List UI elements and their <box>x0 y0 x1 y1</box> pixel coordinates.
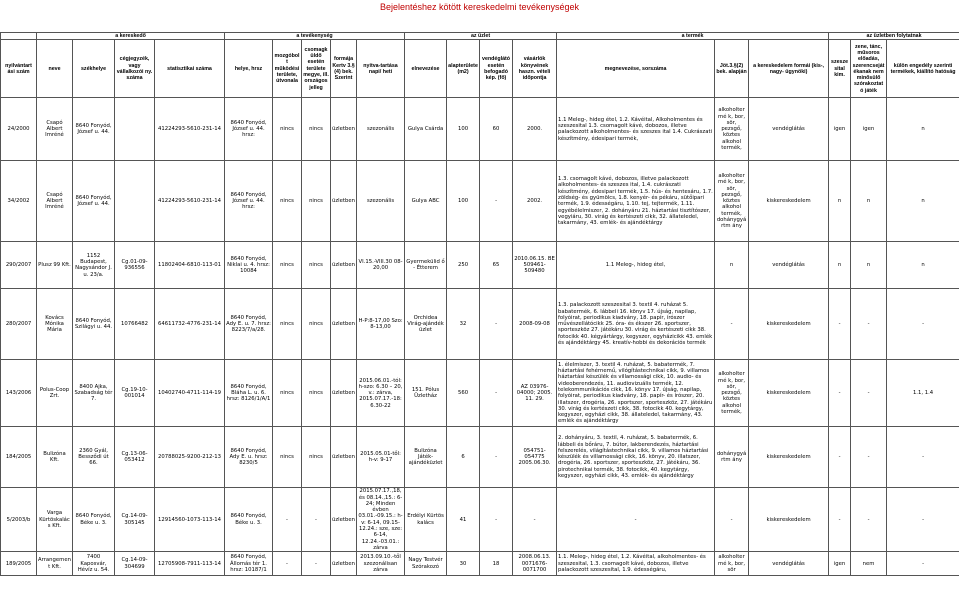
cell-nyitva: VI.15.-VIII.30 08-20,00 <box>357 242 405 289</box>
cell-szekhely: 2360 Gyál, Bessződi út 66. <box>73 427 115 488</box>
cell-stat: 20788025-9200-212-13 <box>155 427 225 488</box>
table-row <box>1 161 959 242</box>
cell-nyilv: 24/2000 <box>1 98 37 161</box>
group-tevekenyseg: a tevékenység <box>225 33 405 40</box>
register-table <box>0 32 959 576</box>
col-csomagkuldo: csomagküldő esetén területe megye, ill. országos jelleg <box>302 40 331 98</box>
cell-kulon: n <box>887 161 959 242</box>
cell-elnev: Gyermekülid ő - Étterem <box>405 242 447 289</box>
group-kereskedo: a kereskedő <box>37 33 225 40</box>
page-title: Bejelentéshez kötött kereskedelmi tevékenységek <box>379 2 580 12</box>
cell-jot: alkoholtermé k, bor, sör, pezsgő, köztes alkohol termék, dohánygyártm ány <box>715 161 749 242</box>
cell-alap: 100 <box>447 161 480 242</box>
cell-stat: 64611732-4776-231-14 <box>155 289 225 360</box>
cell-vend: - <box>480 360 513 427</box>
cell-megnev: 1.3. csomagolt kávé, dobozos, illetve palackozott alkoholmentes- és szeszes ital, 1.4. cukrászati készítmény, édesipari termék, 1.5. hús- és hentesáru, 1.7. zöldség- és gyümölcs, 1.8. kenyér- és pékáru, sütőipari termék, 1.9. édességáru, 1.10. tej, tejtermék, 1.11. egyébélelmiszer, 2. dohányáru 21. háztartási tisztítószer, vegyiáru, 30. virág és kertészeti cikk, 32. állateledel, takarmány, 43. emlék- és ajándéktárgy <box>557 161 715 242</box>
cell-kulon: n <box>887 98 959 161</box>
cell-mozgo: nincs <box>273 360 302 427</box>
cell-formai: kiskereskedelem <box>749 289 829 360</box>
cell-elnev: Gulya Csárda <box>405 98 447 161</box>
cell-vasarlo: 2000. <box>513 98 557 161</box>
cell-csomag: nincs <box>302 427 331 488</box>
cell-vasarlo: 054751-054775 2005.06.30. <box>513 427 557 488</box>
cell-szesz: - <box>829 360 851 427</box>
group-empty <box>1 33 37 40</box>
cell-szesz: n <box>829 161 851 242</box>
cell-neve: Plusz 99 Kft. <box>37 242 73 289</box>
cell-szekhely: 8400 Ajka, Szabadság tér 7. <box>73 360 115 427</box>
cell-hely: 8640 Fonyód, Ady E. u. hrsz: 8230/5 <box>225 427 273 488</box>
col-megnevezese: megnevezése, sorszáma <box>557 40 715 98</box>
group-uzletben: az üzletben folytatnak <box>829 33 959 40</box>
cell-hely: 8640 Fonyód, József u. 44. hrsz: <box>225 161 273 242</box>
cell-ceg <box>115 98 155 161</box>
cell-szekhely: 8640 Fonyód, József u. 44. <box>73 161 115 242</box>
cell-nyitva: 2013.09.10.-től szezonálisan zárva <box>357 552 405 576</box>
cell-jot: - <box>715 289 749 360</box>
cell-csomag: nincs <box>302 161 331 242</box>
cell-hely: 8640 Fonyód, Ady E. u. 7. hrsz: 8223/7/a/28. <box>225 289 273 360</box>
table-row <box>1 289 959 360</box>
group-uzlet: az üzlet <box>405 33 557 40</box>
cell-zene: n <box>851 242 887 289</box>
cell-jot: alkoholtermé k, bor, sör <box>715 552 749 576</box>
cell-nyitva: szezonális <box>357 98 405 161</box>
cell-zene: nem <box>851 552 887 576</box>
cell-formai: kiskereskedelem <box>749 427 829 488</box>
cell-vend: - <box>480 488 513 552</box>
cell-szekhely: 8640 Fonyód, Szilágyi u. 44. <box>73 289 115 360</box>
cell-alap: 32 <box>447 289 480 360</box>
cell-szesz: n <box>829 242 851 289</box>
cell-vend: 65 <box>480 242 513 289</box>
cell-mozgo: - <box>273 488 302 552</box>
cell-kulon: - <box>887 488 959 552</box>
cell-csomag: nincs <box>302 98 331 161</box>
cell-ceg: Cg.13-06-053412 <box>115 427 155 488</box>
cell-elnev: Nagy Testvér Szórakozó <box>405 552 447 576</box>
col-nyilvantartas: nyilvántart ási szám <box>1 40 37 98</box>
cell-nyilv: 34/2002 <box>1 161 37 242</box>
cell-mozgo: nincs <box>273 242 302 289</box>
cell-zene: - <box>851 427 887 488</box>
cell-megnev: 1.1. Meleg-, hideg étel, 1.2. Kávéital, alkoholmentes- és szeszesital, 1.3. csomagolt kávé, dobozos, illetve palackozott szeszesital, 1.9. édességáru, <box>557 552 715 576</box>
cell-formai: kiskereskedelem <box>749 360 829 427</box>
cell-neve: Arrangemen t Kft. <box>37 552 73 576</box>
col-formaja: formája Kertv 3.§ (4) bek. Szerint <box>331 40 357 98</box>
col-nyitva: nyitva-tartása napi/ heti <box>357 40 405 98</box>
cell-ceg: 10766482 <box>115 289 155 360</box>
table-row <box>1 360 959 427</box>
col-kulon: külön engedély szerinti termékek, kiállító hatóság <box>887 40 959 98</box>
cell-nyilv: 280/2007 <box>1 289 37 360</box>
cell-forma: üzletben <box>331 289 357 360</box>
cell-szesz: igen <box>829 98 851 161</box>
cell-csomag: nincs <box>302 242 331 289</box>
cell-formai: kiskereskedelem <box>749 488 829 552</box>
cell-elnev: Gulya ABC <box>405 161 447 242</box>
cell-szekhely: 1152 Budapest, Nagysándor J. u. 23/a. <box>73 242 115 289</box>
cell-neve: Csapó Albert Imréné <box>37 161 73 242</box>
cell-nyilv: 290/2007 <box>1 242 37 289</box>
cell-vasarlo: 2010.06.15. BE 509461-509480 <box>513 242 557 289</box>
cell-hely: 8640 Fonyód, Niklai u. 4. hrsz: 10084 <box>225 242 273 289</box>
cell-hely: 8640 Fonyód, József u. 44. hrsz: <box>225 98 273 161</box>
cell-forma: üzletben <box>331 552 357 576</box>
cell-megnev: 1.1 Meleg-, hideg étel, <box>557 242 715 289</box>
cell-mozgo: nincs <box>273 427 302 488</box>
col-mozgobolt: mozgóbolt működési területe, útvonala <box>273 40 302 98</box>
cell-stat: 11802404-6810-113-01 <box>155 242 225 289</box>
cell-alap: 30 <box>447 552 480 576</box>
col-elnevezese: elnevezése <box>405 40 447 98</box>
cell-megnev: 2. dohányáru, 3. textil, 4. ruházat, 5. babatermék, 6. lábbeli és bőráru, 7. bútor, lakberendezés, háztartási felszerelés, világítástechnikai cikk, 9. villamos háztartási készülék és villamossági cikk, 16. könyv, 20. illatszer, drogéria, 26. sportszer, sporteszköz, 27. játékáru, 36. pirotechnikai termék, 38. fotocikk, 40. kegytárgy, kegyszer, egyházi cikk, 43. emlék- és ajándéktárgy <box>557 427 715 488</box>
cell-megnev: 1.1 Meleg-, hideg étel, 1.2. Kávéital, Alkoholmentes és szeszesital 1.3. csomagolt kávé, dobozos, illetve palackozott alkoholmentes- és szeszes ital 1.4. Cukrászati készítmény, édesipari termék, <box>557 98 715 161</box>
cell-kulon: - <box>887 289 959 360</box>
col-helye: helye, hrsz <box>225 40 273 98</box>
cell-mozgo: nincs <box>273 161 302 242</box>
cell-formai: kiskereskedelem <box>749 161 829 242</box>
cell-stat: 10402740-4711-114-19 <box>155 360 225 427</box>
cell-forma: üzletben <box>331 98 357 161</box>
cell-hely: 8640 Fonyód, Bláha L. u. 6. hrsz: 8126/1/A/1 <box>225 360 273 427</box>
cell-mozgo: - <box>273 552 302 576</box>
table-row <box>1 98 959 161</box>
col-jot: Jöt.3.§(2) bek. alapján <box>715 40 749 98</box>
table-row <box>1 242 959 289</box>
cell-neve: Bulizóna Kft. <box>37 427 73 488</box>
table-row <box>1 552 959 576</box>
cell-ceg: Cg.19-10-001014 <box>115 360 155 427</box>
cell-csomag: - <box>302 552 331 576</box>
cell-szesz: - <box>829 488 851 552</box>
cell-formai: vendéglátás <box>749 242 829 289</box>
cell-nyitva: 2015.06.01.-tól: h-szo: 6.30 – 20, v.: zárva, 2015.07.17.-18: 6.30-22 <box>357 360 405 427</box>
cell-elnev: Bulizóna Játék-ajándéküzlet <box>405 427 447 488</box>
group-termek: a termék <box>557 33 829 40</box>
cell-zene: - <box>851 488 887 552</box>
cell-nyilv: 184/2005 <box>1 427 37 488</box>
cell-vasarlo: 2008-09-08 <box>513 289 557 360</box>
col-alapterulete: alapterülete (m2) <box>447 40 480 98</box>
cell-formai: vendéglátás <box>749 98 829 161</box>
cell-ceg <box>115 161 155 242</box>
cell-nyilv: 143/2006 <box>1 360 37 427</box>
cell-vend: - <box>480 427 513 488</box>
cell-ceg: Cg.14-09-304699 <box>115 552 155 576</box>
cell-forma: üzletben <box>331 242 357 289</box>
cell-zene: - <box>851 360 887 427</box>
cell-megnev: - <box>557 488 715 552</box>
cell-zene: - <box>851 289 887 360</box>
table-row <box>1 488 959 552</box>
cell-jot: alkoholtermé k, bor, sör, pezsgő, köztes alkohol termék, <box>715 98 749 161</box>
cell-alap: 250 <box>447 242 480 289</box>
cell-csomag: nincs <box>302 289 331 360</box>
cell-jot: n <box>715 242 749 289</box>
cell-forma: üzletben <box>331 161 357 242</box>
cell-nyitva: 2015.07.17.,18, és 08.14.,15.: 6-24; Minden évben 03.01.-09.15.: h-v: 6-14, 09.15-12.24.: sze, sze: 6-14, 12.24.-03.01.: zárva <box>358 488 403 551</box>
cell-neve: Kovács Mónika Mária <box>37 289 73 360</box>
cell-kulon: - <box>887 552 959 576</box>
cell-neve: Csapó Albert Imréné <box>37 98 73 161</box>
cell-mozgo: nincs <box>273 289 302 360</box>
cell-jot: alkoholtermé k, bor, sör, pezsgő, köztes alkohol termék, <box>715 360 749 427</box>
cell-hely: 8640 Fonyód, Béke u. 3. <box>225 488 273 552</box>
cell-forma: üzletben <box>331 488 357 552</box>
col-zene: zene, tánc, műsoros előadás, szerencseját ékanak nem minősülő szórakoztat ó játék <box>851 40 887 98</box>
cell-jot: - <box>715 488 749 552</box>
cell-neve: Polus-Coop Zrt. <box>37 360 73 427</box>
group-header-row <box>1 33 959 40</box>
cell-nyilv: 189/2005 <box>1 552 37 576</box>
cell-jot: dohánygyártm ány <box>715 427 749 488</box>
cell-mozgo: nincs <box>273 98 302 161</box>
cell-elnev: Erdélyi Kürtös kalács <box>405 488 447 552</box>
cell-szekhely: 8640 Fonyód, József u. 44. <box>73 98 115 161</box>
cell-alap: 41 <box>447 488 480 552</box>
cell-szekhely: 8640 Fonyód, Béke u. 3. <box>73 488 115 552</box>
cell-elnev: Orchidea Virág-ajándék üzlet <box>405 289 447 360</box>
cell-nyitva: 2015.05.01-től: h-v: 9-17 <box>357 427 405 488</box>
col-vasarlok: vásárlók könyvének haszn. vételi időpontja <box>513 40 557 98</box>
cell-vend: 18 <box>480 552 513 576</box>
cell-neve: Varga Kürtöskalács Kft. <box>37 488 73 552</box>
col-cegjegyzek: cégjegyzék, vagy vállalkozói ny. száma <box>115 40 155 98</box>
cell-zene: igen <box>851 98 887 161</box>
cell-vend: 60 <box>480 98 513 161</box>
cell-vasarlo: 2008.06.13. 0071676-0071700 <box>513 552 557 576</box>
cell-vend: - <box>480 289 513 360</box>
cell-alap: 560 <box>447 360 480 427</box>
col-neve: neve <box>37 40 73 98</box>
cell-stat: 41224293-5610-231-14 <box>155 98 225 161</box>
cell-ceg: Cg.01-09-936556 <box>115 242 155 289</box>
cell-forma: üzletben <box>331 427 357 488</box>
cell-kulon: - <box>887 427 959 488</box>
cell-vasarlo: - <box>513 488 557 552</box>
col-szeszesital: szeszesital kim. <box>829 40 851 98</box>
cell-szekhely: 7400 Kaposvár, Hévíz u. 54. <box>73 552 115 576</box>
cell-forma: üzletben <box>331 360 357 427</box>
cell-megnev: 1.3. palackozott szeszesital 3. textil 4. ruházat 5. babatermék, 6. lábbeli 16. könyv 17. újság, napilap, folyóirat, periodikus kiadvány, 18. papír, írószer művészellátócikk 25. óra- és ékszer 26. sportszer, sporteszköz 27. játékáru 30. virág és kertészeti cikk 38. fotocikk 40. kégyártárgy, kegyszer, egyházicikk 43. emlék és ajándéktárgy 45. kreatív-hobbi és dekorációs termék <box>557 289 715 360</box>
cell-formai: vendéglátás <box>749 552 829 576</box>
cell-elnev: 151. Pólus Üzletház <box>405 360 447 427</box>
cell-ceg: Cg.14-09-305145 <box>115 488 155 552</box>
cell-alap: 6 <box>447 427 480 488</box>
cell-szesz: - <box>829 289 851 360</box>
cell-nyitva: H-P:8-17,00 Szo: 8-13,00 <box>357 289 405 360</box>
cell-stat: 41224293-5610-231-14 <box>155 161 225 242</box>
cell-alap: 100 <box>447 98 480 161</box>
cell-vasarlo: AZ 03976-04000; 2005. 11. 29. <box>513 360 557 427</box>
cell-vasarlo: 2002. <box>513 161 557 242</box>
col-formai: a kereskedelem formái (kis-, nagy- ügynöki) <box>749 40 829 98</box>
cell-vend: - <box>480 161 513 242</box>
table-row <box>1 427 959 488</box>
cell-kulon: 1.1, 1.4 <box>887 360 959 427</box>
col-vendeglato: vendéglátó esetén befogadó kép. (fő) <box>480 40 513 98</box>
cell-nyilv: 5/2003/b <box>1 488 37 552</box>
cell-stat: 12705908-7911-113-14 <box>155 552 225 576</box>
cell-csomag: nincs <box>302 360 331 427</box>
cell-nyitva: szezonális <box>357 161 405 242</box>
col-statisztikai: statisztikai száma <box>155 40 225 98</box>
cell-szesz: igen <box>829 552 851 576</box>
column-header-row <box>1 40 959 98</box>
cell-csomag: - <box>302 488 331 552</box>
cell-szesz: - <box>829 427 851 488</box>
col-szekhelye: székhelye <box>73 40 115 98</box>
cell-megnev: 1. élelmiszer, 3. textil 4. ruházat, 5. babatermék, 7. háztartási fehérnemű, vilógítástechnikai cikk, 9. villamos háztartási készülék és villamossági cikk, 10. audio- és videoberendezés, 11. audiovizuális termék, 12. telekommunikációs cikk, 16. könyv 17. újság, napilap, folyóirat, periodikus kiadvány, 18. papír- és írószer, 20. illatszer, drogéria, 26. sportszer, sporteszköz, 27. játékáru 30. virág és kertészeti cikk, 38. fotocikk 40. kegytárgy, kegyszer, egyházi cikk, 38. állateledel, takarmány, 43. emlék és ajándéktárgy <box>557 360 715 427</box>
cell-zene: n <box>851 161 887 242</box>
cell-hely: 8640 Fonyód, Állomás tér 1. hrsz: 10187/1 <box>225 552 273 576</box>
cell-stat: 12914560-1073-113-14 <box>155 488 225 552</box>
cell-kulon: n <box>887 242 959 289</box>
